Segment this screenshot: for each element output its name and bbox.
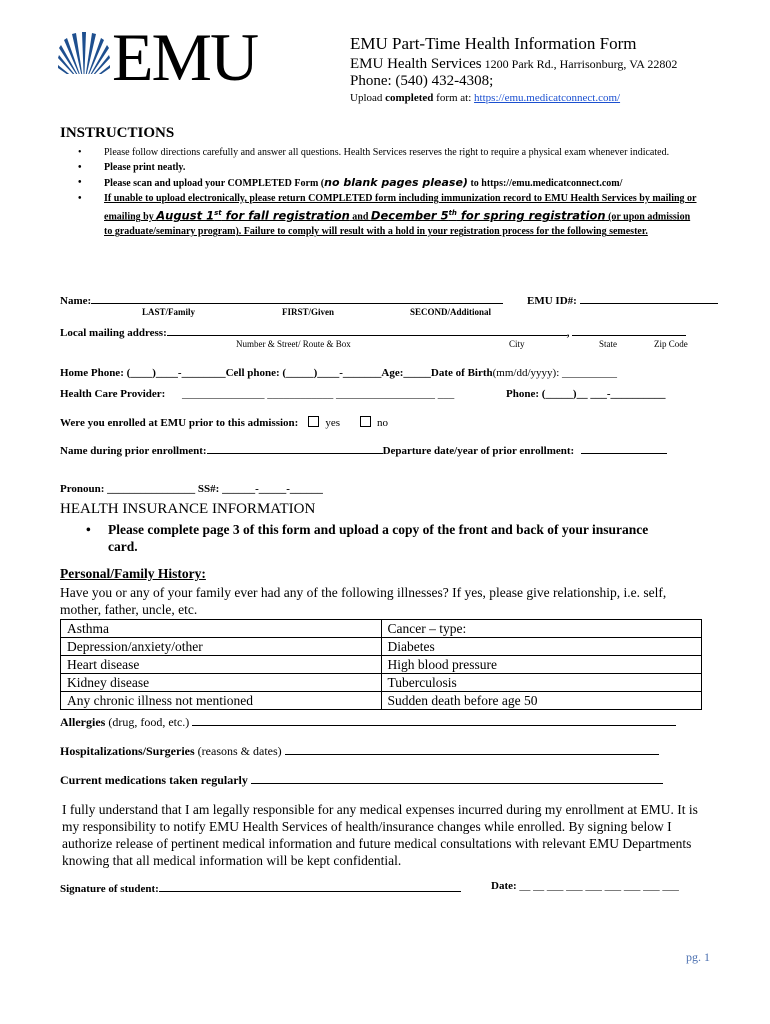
table-row [61, 638, 702, 656]
pronoun-ss-row[interactable] [60, 483, 323, 495]
name-field[interactable]: Name: [60, 292, 503, 307]
page-number: pg. 1 [686, 950, 710, 964]
allergies-field[interactable]: Allergies (drug, food, etc.) [60, 714, 676, 730]
illness-cell[interactable]: High blood pressure [381, 656, 702, 674]
instruction-item: • Please print neatly. [78, 162, 186, 173]
dob-field[interactable]: (mm/dd/yyyy): __________ [492, 367, 617, 379]
table-row [61, 692, 702, 710]
zip-label: Zip Code [654, 339, 688, 349]
street-label: Number & Street/ Route & Box [236, 339, 351, 349]
illness-cell[interactable]: Heart disease [61, 656, 382, 674]
phone-age-dob-row[interactable]: Home Phone: (____)____-________Cell phone: (_____)____-_______Age:_____Date of Birth(mm/dd/yyyy): __________ [60, 367, 617, 379]
illness-cell[interactable]: Any chronic illness not mentioned [61, 692, 382, 710]
pronoun-field[interactable]: Pronoun: ________________ [60, 483, 196, 495]
date-field[interactable]: Date: __ __ ___ ___ ___ ___ ___ ___ ___ [491, 880, 679, 892]
provider-phone-field[interactable]: Phone: (_____)__ ___-__________ [506, 388, 666, 400]
yes-checkbox[interactable] [308, 416, 319, 427]
no-checkbox[interactable] [360, 416, 371, 427]
illness-cell[interactable]: Kidney disease [61, 674, 382, 692]
emu-sunburst-icon [58, 28, 110, 90]
instruction-item: • Please follow directions carefully and answer all questions. Health Services reserves the right to require a physical exam whenever indicated. [78, 147, 670, 158]
org-phone: Phone: (540) 432-4308; [350, 73, 494, 89]
logo-wordmark: EMU [112, 19, 258, 95]
emu-logo [58, 19, 273, 96]
prior-enrollment-question: Were you enrolled at EMU prior to this admission: yes no [60, 417, 389, 429]
table-row [61, 656, 702, 674]
org-address: EMU Health Services 1200 Park Rd., Harrisonburg, VA 22802 [350, 56, 678, 72]
age-field[interactable]: Age:_____ [381, 367, 431, 379]
illness-cell[interactable]: Tuberculosis [381, 674, 702, 692]
instruction-item: • Please scan and upload your COMPLETED Form (no blank pages please) to https://emu.medicatconnect.com/ [78, 176, 623, 189]
medications-field[interactable]: Current medications taken regularly [60, 772, 663, 788]
first-name-label: FIRST/Given [282, 307, 335, 317]
instructions-heading: INSTRUCTIONS [60, 125, 175, 141]
last-name-label: LAST/Family [142, 307, 196, 317]
history-question: Have you or any of your family ever had any of the following illnesses? If yes, please give relationship, i.e. self, mother, father, uncle, etc. [60, 585, 667, 617]
table-row [61, 674, 702, 692]
health-care-provider-field[interactable]: Health Care Provider: _______________ ____________ __________________ ___ [60, 388, 455, 400]
hospitalizations-field[interactable]: Hospitalizations/Surgeries (reasons & dates) [60, 743, 659, 759]
local-address-field[interactable]: Local mailing address: , [60, 324, 686, 339]
table-row [61, 620, 702, 638]
upload-link[interactable]: https://emu.medicatconnect.com/ [474, 92, 621, 104]
illness-cell[interactable]: Depression/anxiety/other [61, 638, 382, 656]
prior-name-row[interactable]: Name during prior enrollment: Departure date/year of prior enrollment: [60, 442, 667, 457]
illness-cell[interactable]: Sudden death before age 50 [381, 692, 702, 710]
illness-cell[interactable]: Diabetes [381, 638, 702, 656]
emu-id-field[interactable]: EMU ID#: [527, 292, 718, 307]
city-label: City [509, 339, 525, 349]
health-insurance-heading: HEALTH INSURANCE INFORMATION [60, 501, 316, 517]
cell-phone-field[interactable]: Cell phone: (_____)____-_______ [225, 367, 382, 379]
liability-statement: I fully understand that I am legally responsible for any medical expenses incurred during my enrollment at EMU. It is my responsibility to notify EMU Health Services of health/insurance changes while enrolled. By signing below I authorize release of pertinent medical information and future medical consultations with relevant EMU Departments knowing that all medical information will be kept confidential. [62, 802, 698, 868]
second-name-label: SECOND/Additional [410, 307, 492, 317]
illness-cell[interactable]: Asthma [61, 620, 382, 638]
illness-cell[interactable]: Cancer – type: [381, 620, 702, 638]
home-phone-field[interactable]: Home Phone: (____)____-________ [60, 367, 226, 379]
state-label: State [599, 339, 617, 349]
instruction-item: • If unable to upload electronically, please return COMPLETED form including immunization record to EMU Health Services by mailing or emailing by August 1st for fall registration and December 5th for spring registration (or upon admission to graduate/seminary program). Failure to comply will result with a hold in your registration process for the following semester. [78, 193, 697, 238]
instructions-list [60, 145, 740, 239]
illness-table [60, 619, 702, 710]
upload-line: Upload completed form at: https://emu.medicatconnect.com/ [350, 92, 621, 104]
insurance-bullet: • Please complete page 3 of this form and upload a copy of the front and back of your insurance card. [86, 522, 649, 554]
signature-field[interactable]: Signature of student: [60, 880, 461, 895]
form-title: EMU Part-Time Health Information Form [350, 34, 637, 53]
ss-field[interactable]: SS#: ______-_____-______ [197, 483, 323, 495]
history-heading: Personal/Family History: [60, 566, 206, 581]
